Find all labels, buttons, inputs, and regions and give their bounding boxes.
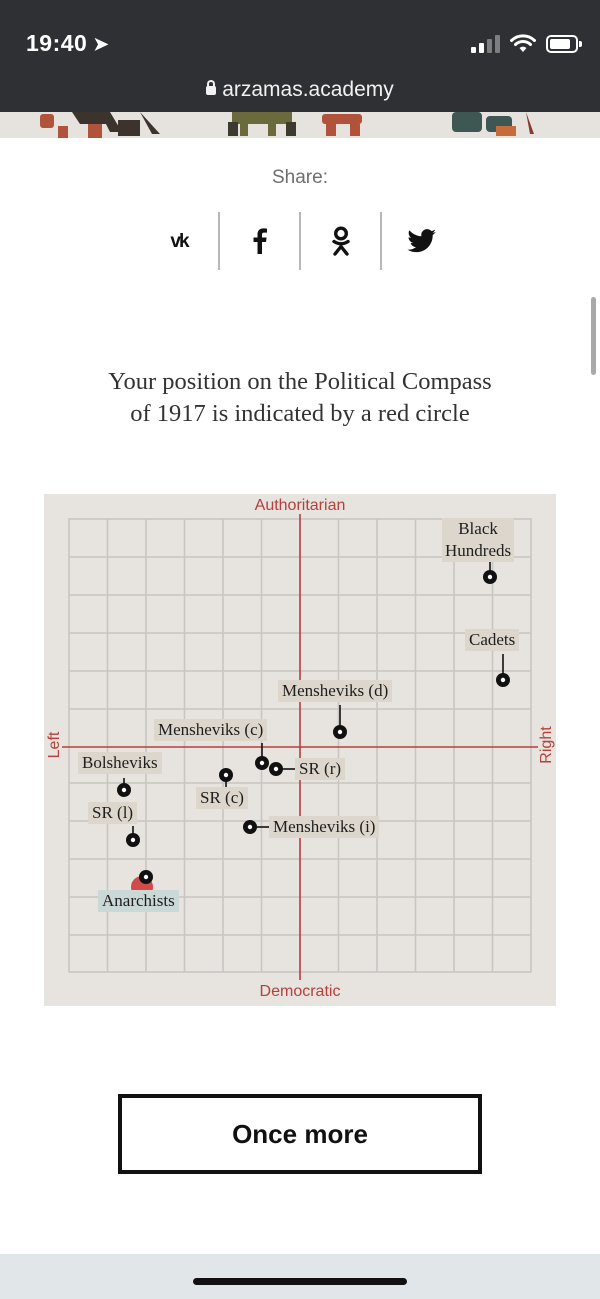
marker-anarchists: [139, 870, 153, 884]
political-compass: [44, 494, 556, 1006]
marker-bolsheviks: [117, 783, 131, 797]
url-domain: arzamas.academy: [222, 78, 394, 101]
lock-icon: [206, 86, 216, 95]
marker-black-hundreds: [483, 570, 497, 584]
marker-mensheviks-c: [255, 756, 269, 770]
axis-label-democratic: Democratic: [259, 983, 341, 1000]
party-label-sr-l: SR (l): [88, 802, 137, 824]
party-label-anarchists: Anarchists: [98, 890, 179, 912]
facebook-icon: [252, 228, 268, 254]
result-heading-line2: of 1917 is indicated by a red circle: [130, 400, 470, 427]
marker-mensheviks-d: [333, 725, 347, 739]
figures-illustration: [0, 112, 600, 138]
marker-cadets: [496, 673, 510, 687]
battery-icon: [546, 35, 578, 53]
axis-label-left: Left: [46, 731, 63, 759]
share-buttons: [139, 212, 461, 270]
status-icons: [471, 33, 578, 55]
party-label-sr-c: SR (c): [196, 787, 248, 809]
share-twitter-button[interactable]: [380, 212, 461, 270]
party-label-mensheviks-i: Mensheviks (i): [269, 816, 379, 838]
result-heading-line1: Your position on the Political Compass: [108, 368, 492, 395]
home-indicator[interactable]: [193, 1278, 407, 1285]
page-scrollbar[interactable]: [591, 297, 596, 375]
party-label-black-hundreds-line1: Black: [458, 519, 498, 538]
compass-grid: [44, 494, 556, 1006]
result-heading: [40, 366, 560, 430]
status-time-text: 19:40: [26, 30, 88, 56]
marker-sr-r: [269, 762, 283, 776]
marker-sr-c: [219, 768, 233, 782]
status-time: [26, 30, 109, 57]
cellular-signal-icon: [471, 35, 500, 53]
twitter-icon: [407, 229, 437, 253]
axis-label-right: Right: [538, 726, 555, 764]
party-label-bolsheviks: Bolsheviks: [78, 752, 162, 774]
location-arrow-icon: ➤: [93, 34, 109, 54]
marker-mensheviks-i: [243, 820, 257, 834]
url-bar[interactable]: [0, 78, 600, 102]
share-odnoklassniki-button[interactable]: [299, 212, 380, 270]
party-label-mensheviks-c: Mensheviks (c): [154, 719, 267, 741]
party-label-black-hundreds: [442, 518, 514, 562]
party-label-sr-r: SR (r): [295, 758, 345, 780]
svg-text:vk: vk: [169, 232, 188, 250]
odnoklassniki-icon: [331, 226, 351, 256]
axis-label-authoritarian: Authoritarian: [254, 497, 346, 514]
party-label-mensheviks-d: Mensheviks (d): [278, 680, 392, 702]
party-label-cadets: Cadets: [465, 629, 519, 651]
once-more-button[interactable]: Once more: [118, 1094, 482, 1174]
share-vk-button[interactable]: [139, 212, 218, 270]
browser-chrome: [0, 0, 600, 112]
vk-icon: [165, 232, 193, 250]
share-facebook-button[interactable]: [218, 212, 299, 270]
browser-bottom-bar: [0, 1254, 600, 1299]
marker-sr-l: [126, 833, 140, 847]
wifi-icon: [510, 34, 536, 54]
party-label-black-hundreds-line2: Hundreds: [445, 541, 512, 560]
header-illustration: [0, 112, 600, 138]
share-label: Share:: [272, 167, 328, 188]
